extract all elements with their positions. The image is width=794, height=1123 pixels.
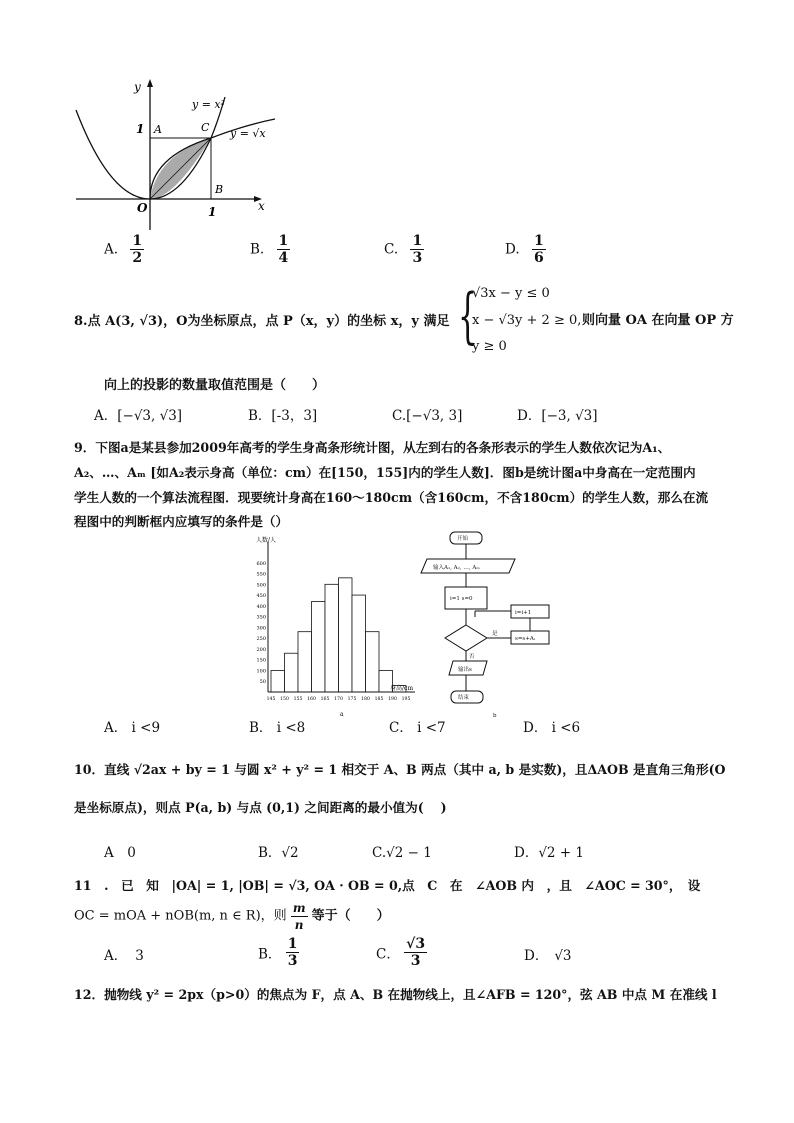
label-a: A [154, 123, 162, 136]
fraction: $\frac{1}{6}$ [533, 233, 544, 266]
q7-option-a[interactable]: A. $\frac{1}{2}$ [104, 233, 143, 266]
hist-ytick: 600 [256, 560, 266, 567]
q11-option-d[interactable]: D． √3 [524, 948, 572, 964]
q9-line-3: 学生人数的一个算法流程图．现要统计身高在160～180cm（含160cm，不含180cm）的学生人数，那么在流 [74, 490, 709, 505]
q11-line-2 [74, 900, 390, 933]
fraction: $\frac{1}{2}$ [132, 233, 143, 266]
fc-init: i=1 s=0 [450, 596, 473, 602]
q10-line-1: 10．直线 √2ax + by = 1 与圆 x² + y² = 1 相交于 A、B 两点（其中 a, b 是实数)，且ΔAOB 是直角三角形(O [74, 762, 726, 777]
hist-bar-1 [285, 653, 299, 692]
hist-xtick: 165 [320, 697, 330, 702]
q8-system-2: x − √3y + 2 ≥ 0, [472, 313, 582, 328]
q11-line-2b: 等于（ ） [311, 908, 390, 924]
hist-ytick: 250 [256, 636, 266, 643]
q10-option-a[interactable]: A 0 [104, 845, 136, 861]
fraction: $\frac{1}{4}$ [278, 233, 289, 266]
hist-bar-3 [312, 602, 326, 692]
q8-system-1: √3x − y ≤ 0 [472, 286, 550, 301]
hist-ytick: 100 [256, 668, 266, 675]
hist-bar-6 [352, 595, 366, 692]
q9-line-2: A₂、…、Aₘ [如A₂表示身高（单位：cm）在[150，155]内的学生人数]．图b是统计图a中身高在一定范围内 [74, 465, 696, 480]
hist-xtick: 195 [401, 697, 411, 702]
height-histogram [240, 532, 440, 722]
hist-ytick: 300 [256, 625, 266, 632]
q10-line-2: 是坐标原点)，则点 P(a, b) 与点 (0,1) 之间距离的最小值为( ) [74, 800, 447, 815]
q7-option-b[interactable]: B. $\frac{1}{4}$ [250, 233, 289, 266]
q8-option-c[interactable]: C.[−√3, 3] [392, 408, 463, 424]
hist-xtick: 190 [388, 697, 397, 702]
q9-line-1: 9．下图a是某县参加2009年高考的学生身高条形统计图，从左到右的各条形表示的学生人数依次记为A₁、 [74, 440, 671, 455]
q11-line-1: 11 . 已 知 |OA| = 1, |OB| = √3, OA · OB = 0,点 C 在 ∠AOB 内 ，且 ∠AOC = 30°， 设 [74, 878, 701, 893]
flowchart [415, 527, 565, 722]
fc-no: 否 [469, 654, 475, 660]
q8-system-3: y ≥ 0 [472, 339, 507, 354]
oc-line [150, 138, 211, 199]
label-x: x [258, 199, 265, 213]
hist-bar-0 [271, 670, 285, 692]
q7-figure [70, 75, 290, 235]
q9-option-a[interactable]: A． i <9 [104, 720, 161, 736]
q12-line-1: 12．抛物线 y² = 2px（p>0）的焦点为 F，点 A、B 在抛物线上，且∠AFB = 120°，弦 AB 中点 M 在准线 l [74, 987, 717, 1002]
hist-ytick: 500 [256, 582, 266, 589]
q8-option-b[interactable]: B．[-3，3] [248, 408, 318, 424]
hist-ytick: 150 [256, 657, 266, 664]
label-y: y [134, 80, 141, 94]
hist-xtick: 155 [293, 697, 303, 702]
fc-yes: 是 [492, 631, 498, 637]
fc-caption: b [493, 713, 497, 719]
fc-end: 结束 [458, 695, 470, 701]
hist-caption: a [340, 711, 344, 718]
fraction: $\frac{1}{3}$ [412, 233, 423, 266]
fraction: $\frac{1}{3}$ [287, 936, 298, 969]
q9-line-4: 程图中的判断框内应填写的条件是（） [74, 514, 289, 529]
q11-option-c[interactable]: C． $\frac{√3}{3}$ [376, 936, 426, 969]
q8-stem-b: 则向量 OA 在向量 OP 方 [582, 313, 734, 328]
hist-xtick: 160 [307, 697, 316, 702]
label-o: O [137, 201, 148, 215]
curve1-label: y = x² [192, 98, 226, 111]
hist-ytick: 50 [259, 679, 266, 686]
hist-ylabel: 人数/人 [256, 537, 277, 544]
hist-bar-5 [339, 578, 353, 692]
curve2-label: y = √x [230, 127, 266, 140]
hist-xtick: 180 [361, 697, 370, 702]
hist-xtick: 185 [374, 697, 384, 702]
hist-xtick: 150 [280, 697, 289, 702]
hist-bar-4 [325, 584, 339, 692]
q11-option-a[interactable]: A． 3 [104, 948, 144, 964]
fc-input: 输入A₁, A₂, …, Aₘ [433, 565, 480, 571]
fc-output: 输出s [458, 667, 472, 673]
q9-option-b[interactable]: B． i <8 [249, 720, 306, 736]
label-1x: 1 [208, 205, 217, 219]
q8-stem-a: 8.点 A(3, √3)，O为坐标原点，点 P（x，y）的坐标 x，y 满足 [74, 314, 450, 329]
hist-xtick: 145 [266, 697, 276, 702]
fc-decision [445, 625, 487, 651]
q9-option-d[interactable]: D． i <6 [523, 720, 581, 736]
fc-update-s: s=s+Aᵢ [515, 636, 535, 642]
q8-stem-c: 向上的投影的数量取值范围是（ ） [104, 378, 326, 393]
q9-option-c[interactable]: C． i <7 [389, 720, 446, 736]
hist-bar-7 [366, 632, 380, 692]
fraction: $\frac{m}{n}$ [292, 901, 306, 932]
q7-option-d[interactable]: D. $\frac{1}{6}$ [505, 233, 544, 266]
q11-option-b[interactable]: B． $\frac{1}{3}$ [258, 936, 298, 969]
fraction: $\frac{√3}{3}$ [406, 936, 426, 969]
hist-ytick: 400 [256, 603, 266, 610]
hist-xtick: 175 [347, 697, 357, 702]
q10-option-d[interactable]: D．√2 + 1 [514, 845, 584, 861]
label-c: C [201, 121, 210, 134]
q11-line-2a: OC = mOA + nOB(m, n ∈ R)，则 [74, 908, 287, 924]
hist-xlabel: 身高/cm [390, 685, 414, 692]
label-b: B [215, 183, 224, 196]
fc-start: 开始 [457, 536, 469, 542]
hist-ytick: 450 [256, 593, 266, 600]
hist-xtick: 170 [334, 697, 343, 702]
q8-option-a[interactable]: A．[−√3, √3] [94, 408, 183, 424]
hist-bar-2 [298, 632, 312, 692]
label-1y: 1 [136, 122, 145, 136]
q7-option-c[interactable]: C. $\frac{1}{3}$ [384, 233, 423, 266]
q8-brace: { [458, 281, 478, 351]
q10-option-c[interactable]: C.√2 − 1 [372, 845, 432, 861]
hist-ytick: 350 [256, 614, 266, 621]
fc-update-i: i=i+1 [515, 610, 532, 616]
hist-ytick: 200 [256, 646, 266, 653]
y-axis-arrow [147, 79, 153, 87]
hist-ytick: 550 [256, 571, 266, 578]
q10-option-b[interactable]: B．√2 [258, 845, 299, 861]
q8-option-d[interactable]: D．[−3, √3] [517, 408, 598, 424]
